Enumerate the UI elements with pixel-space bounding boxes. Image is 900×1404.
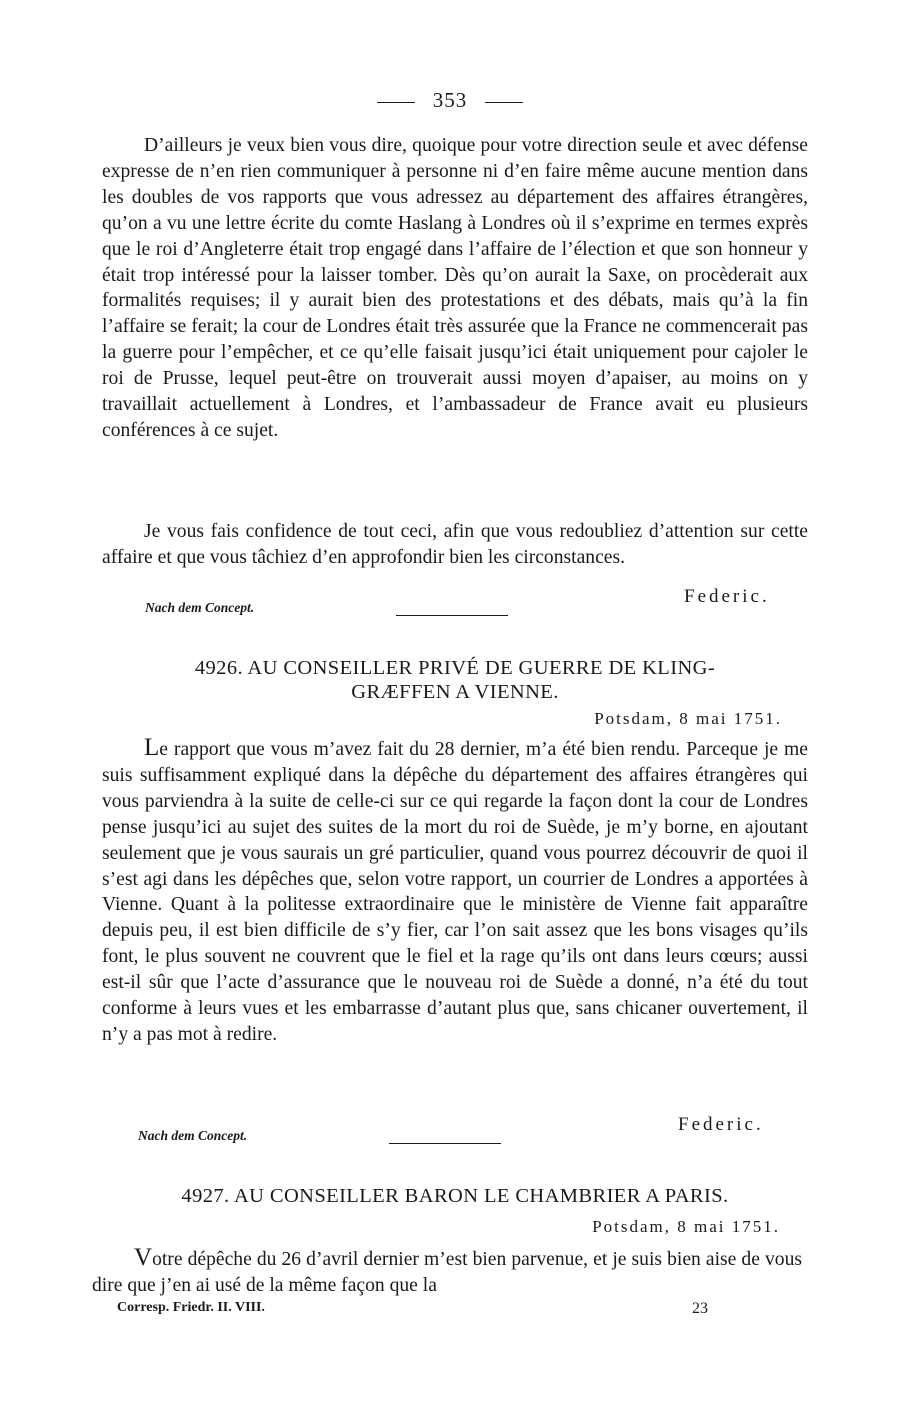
- footer-signature-mark: 23: [692, 1300, 708, 1317]
- letter-4926-body: Le rapport que vous m’avez fait du 28 dernier, m’a été bien rendu. Parceque je me suis suffisamment expliqué dans la dépêche du département des affaires étrangères qui vous parviendra à la suite de celle-ci sur ce qui regarde la façon dont la cour de Londres pense jusqu’ici au sujet des suites de la mort du roi de Suède, je m’y borne, en ajoutant seulement que je vous saurais un gré particulier, quand vous pourrez découvrir de quoi il s’est agi dans les dépêches que, selon votre rapport, un courrier de Londres a apportées à Vienne. Quant à la politesse extraordinaire que le ministère de Vienne fait apparaître depuis peu, il est bien difficile de s’y fier, car l’on sait assez que les bons visages qu’ils font, le plus souvent ne couvrent que le fiel et la rage qu’ils ont dans leurs cœurs; aussi est-il sûr que l’acte d’assurance que le nouveau roi de Suède a donné, n’a été du tout conforme à leurs vues et les embarrasse d’autant plus que, sans chicaner ouvertement, il n’y a pas mot à redire.: [102, 734, 808, 1045]
- source-note-prev: Nach dem Concept.: [145, 600, 255, 615]
- footer-volume: Corresp. Friedr. II. VIII.: [117, 1300, 265, 1315]
- letter-4926-heading-line1: 4926. AU CONSEILLER PRIVÉ DE GUERRE DE KLING-: [194, 657, 716, 679]
- letter-4927-body: Votre dépêche du 26 d’avril dernier m’est bien parvenue, et je suis bien aise de vous dire que j’en ai usé de la même façon que la: [92, 1244, 802, 1296]
- section-divider-2: [389, 1143, 501, 1144]
- signature-prev: Federic.: [684, 586, 770, 607]
- paragraph-prev-2: Je vous fais confidence de tout ceci, afin que vous redoubliez d’attention sur cette affaire et que vous tâchiez d’en approfondir bien les circonstances.: [102, 521, 808, 568]
- letter-4927-dateline: Potsdam, 8 mai 1751.: [592, 1217, 780, 1236]
- signature-4926: Federic.: [678, 1114, 764, 1135]
- letter-4926-dateline: Potsdam, 8 mai 1751.: [594, 709, 782, 728]
- source-note-4926: Nach dem Concept.: [138, 1128, 248, 1143]
- letter-4926-heading-line2: GRÆFFEN A VIENNE.: [351, 681, 559, 703]
- section-divider-1: [396, 615, 508, 616]
- letter-4927-heading: 4927. AU CONSEILLER BARON LE CHAMBRIER A PARIS.: [181, 1185, 729, 1207]
- paragraph-prev-1: D’ailleurs je veux bien vous dire, quoique pour votre direction seule et avec défense expresse de n’en rien communiquer à personne ni d’en faire même aucune mention dans les doubles de vos rapports que vous adressez au département des affaires étrangères, qu’on a vu une lettre écrite du comte Haslang à Londres où il s’exprime en termes exprès que le roi d’Angleterre était trop engagé dans l’affaire de l’élection et que son honneur y était trop intéressé pour la laisser tomber. Dès qu’on aurait la Saxe, on procèderait aux formalités requises; il y aurait bien des protestations et des débats, mais qu’à la fin l’affaire se ferait; la cour de Londres était très assurée que la France ne commencerait pas la guerre pour l’empêcher, et ce qu’elle faisait jusqu’ici était uniquement pour cajoler le roi de Prusse, lequel peut-être on trouverait aussi moyen d’apaiser, au moins on y travaillait actuellement à Londres, et l’ambassadeur de France avait eu plusieurs conférences à ce sujet.: [102, 135, 808, 441]
- page-number: 353: [0, 88, 900, 113]
- letter-4927-dropcap: V: [134, 1244, 153, 1271]
- letter-4926-dropcap: L: [144, 734, 160, 761]
